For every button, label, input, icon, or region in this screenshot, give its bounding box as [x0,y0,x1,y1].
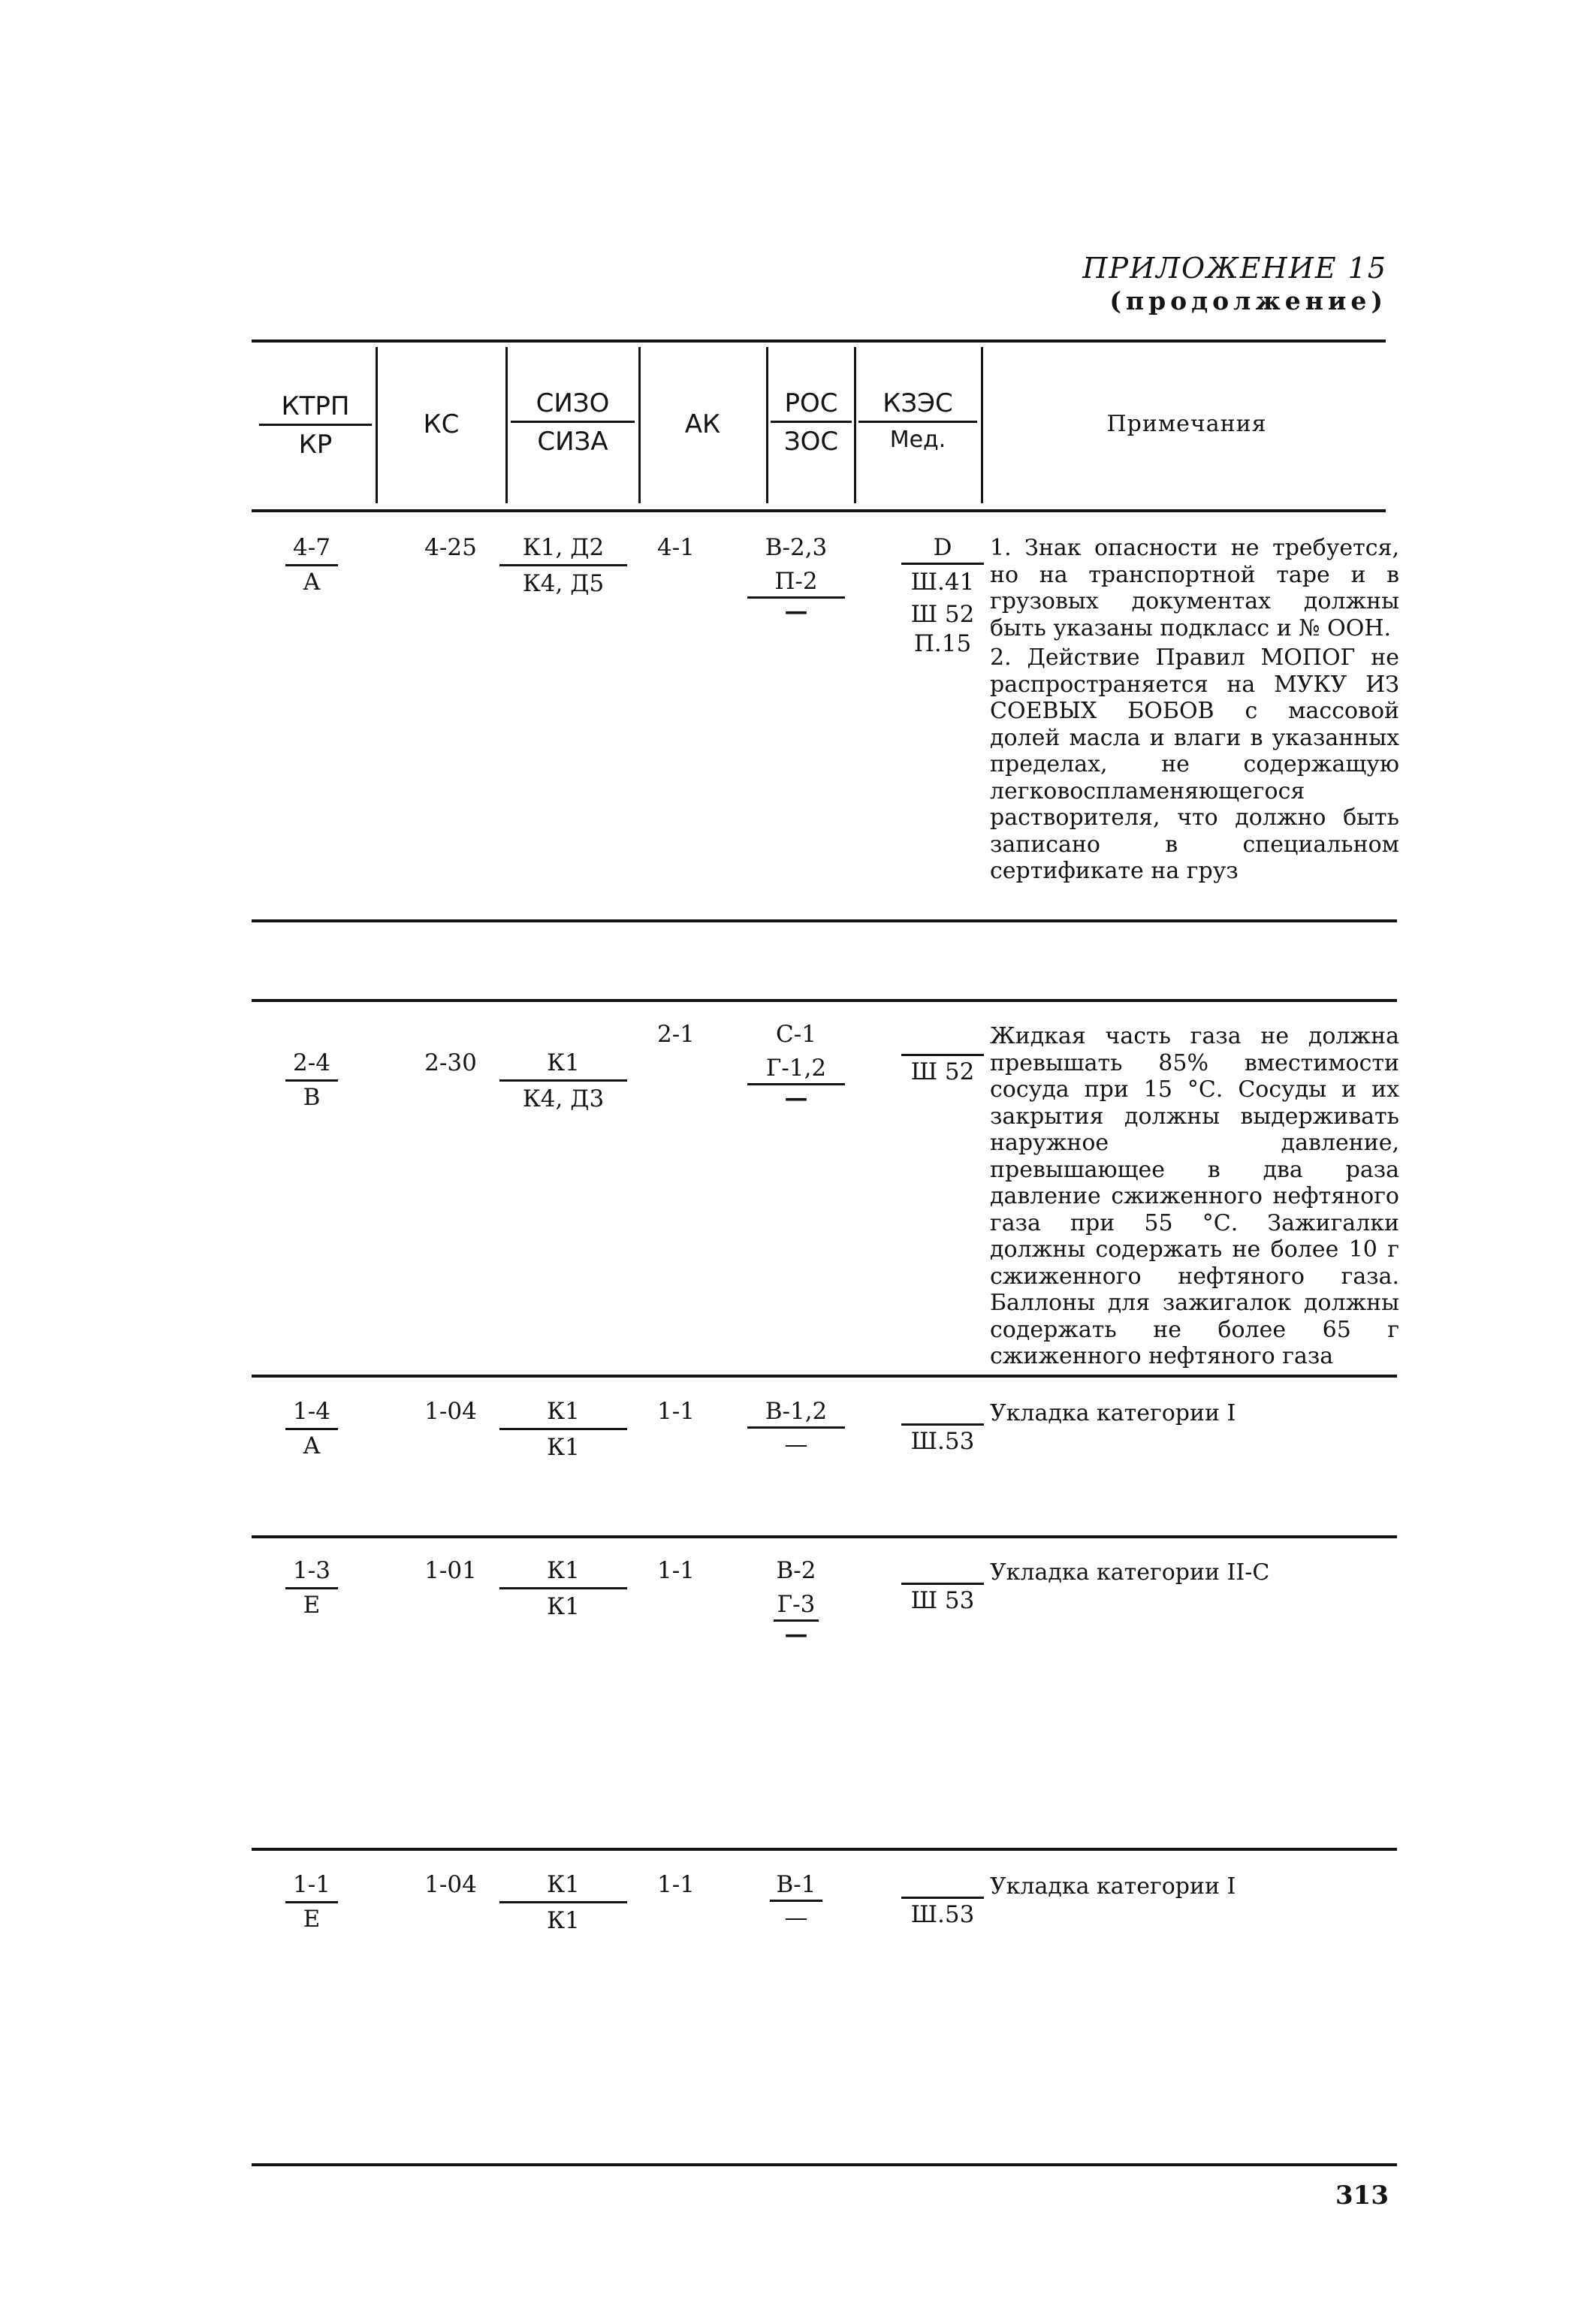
row3-zos: — [784,1431,808,1458]
header-kr: КР [259,424,372,457]
row4-ros-mid: Г-3 [774,1593,819,1622]
row1-kzes-line1: Ш.41 [910,569,975,596]
row1-ktrp-kr [285,536,338,594]
row5-ktrp-kr [285,1873,338,1931]
row3-ks: 1-04 [424,1398,477,1425]
header-kzes: КЗЭС [883,388,953,418]
row2-ks: 2-30 [424,1049,477,1076]
row3-ktrp: 1-4 [293,1398,330,1425]
appendix-subtitle: (продолжение) [1109,286,1387,315]
row2-kzes-top [901,1031,984,1056]
row3-note-1: Укладка категории I [990,1400,1236,1426]
row5-kzes [901,1873,984,1927]
row4-ros [747,1559,845,1646]
header-ros-zos [771,388,852,457]
row4-ros-top: В-2 [776,1557,816,1584]
row3-notes [990,1400,1399,1427]
row1-note-1: 1. Знак опасности не требуется, но на транспортной таре и в грузовых документах должны быть указаны подкласс и № ООН. [990,535,1399,641]
row1-sizo: К1, Д2 [522,534,605,561]
row2-ros-mid: Г-1,2 [747,1057,845,1085]
header-divider-4 [766,347,768,503]
appendix-title: ПРИЛОЖЕНИЕ 15 [1082,252,1387,285]
row5-kzes-line1: Ш.53 [910,1901,975,1928]
row1-ros-mid: П-2 [747,570,845,599]
row2-kzes [901,1031,984,1084]
row2-ktrp: 2-4 [293,1049,330,1076]
row1-kzes-line2: Ш 52 [910,601,975,628]
row3-kr: А [285,1428,338,1458]
row4-kr: Е [285,1587,338,1617]
row2-ros [747,1023,845,1110]
row4-siza: К1 [499,1587,627,1619]
row3-ros [747,1400,845,1456]
row1-bottom-rule [252,919,1397,922]
row1-notes [990,535,1399,885]
header-bottom-rule [252,509,1386,512]
row3-kzes-line1: Ш.53 [910,1428,975,1455]
row3-ros-top: В-1,2 [747,1400,845,1429]
header-sizo-siza [511,388,635,457]
header-ak: АК [684,409,721,439]
header-siza: СИЗА [511,421,635,454]
row4-ktrp-kr [285,1559,338,1617]
row3-bottom-rule [252,1535,1397,1538]
row1-ros [747,536,845,623]
appendix-heading [1082,254,1387,313]
row2-notes [990,1023,1399,1370]
row5-ak: 1-1 [657,1871,695,1898]
row2-sizo-siza [499,1049,627,1112]
header-divider-3 [638,347,641,503]
row4-sizo: К1 [547,1557,580,1584]
header-divider-6 [981,347,983,503]
row1-kzes-top: D [901,536,984,565]
row3-kzes-top [901,1400,984,1426]
row4-note-1: Укладка категории II-С [990,1559,1270,1586]
header-divider-2 [505,347,508,503]
row2-ktrp-kr [285,1049,338,1111]
row5-kr: Е [285,1901,338,1931]
row5-ros-top: В-1 [770,1873,822,1902]
row4-kzes [901,1559,984,1613]
row5-sizo: К1 [547,1871,580,1898]
header-divider-5 [854,347,856,503]
row3-kzes [901,1400,984,1453]
row4-bottom-rule [252,1848,1397,1851]
row5-notes [990,1873,1399,1900]
row1-zos: — [784,598,808,625]
row1-siza: К4, Д5 [499,564,627,596]
header-top-rule [252,340,1386,343]
row2-ros-top: С-1 [776,1021,816,1048]
row1-sizo-siza [499,536,627,596]
header-ktrp-kr [259,391,372,460]
row3-sizo-siza [499,1400,627,1459]
row3-ktrp-kr [285,1400,338,1458]
row1-ks: 4-25 [424,534,477,561]
row2-sizo: К1 [547,1049,580,1076]
page-number: 313 [1335,2181,1389,2211]
row4-ks: 1-01 [424,1557,477,1584]
row5-ks: 1-04 [424,1871,477,1898]
header-ks: КС [423,409,460,439]
row5-siza: К1 [499,1901,627,1933]
header-sizo: СИЗО [536,388,610,418]
header-kzes-med [858,388,977,453]
row1-kzes-line3: П.15 [913,630,972,657]
row2-kzes-line1: Ш 52 [910,1058,975,1085]
row4-zos: — [784,1621,808,1648]
header-divider-1 [376,347,378,503]
row1-kr: А [285,564,338,594]
header-ros: РОС [784,388,838,418]
row1-ak: 4-1 [657,534,695,561]
row2-top-rule [252,999,1397,1002]
row4-kzes-top [901,1559,984,1585]
header-notes: Примечания [1106,411,1267,437]
header-zos: ЗОС [771,421,852,454]
row5-sizo-siza [499,1873,627,1933]
row5-ktrp: 1-1 [293,1871,330,1898]
row1-note-2: 2. Действие Правил МОПОГ не распространяется на МУКУ ИЗ СОЕВЫХ БОБОВ с массовой долей масла и влаги в указанных пределах, не содержащую легковоспламеняющегося растворителя, что должно быть записано в специальном сертификате на груз [990,644,1399,884]
row1-ros-top: В-2,3 [765,534,828,561]
row3-siza: К1 [499,1428,627,1459]
row1-kzes [901,536,984,656]
row2-note-1: Жидкая часть газа не должна превышать 85% вместимости сосуда при 15 °С. Сосуды и их закрытия должны выдерживать наружное давление, превышающее в два раза давление сжиженного нефтяного газа при 55 °С. Зажигалки должны содержать не более 10 г сжиженного нефтяного газа. Баллоны для зажигалок должны содержать не более 65 г сжиженного нефтяного газа [990,1023,1399,1369]
row4-notes [990,1559,1399,1586]
row5-zos: — [784,1904,808,1931]
row1-ktrp: 4-7 [293,534,330,561]
row4-sizo-siza [499,1559,627,1619]
row4-ktrp: 1-3 [293,1557,330,1584]
header-med: Мед. [858,421,977,451]
row2-siza: К4, Д3 [499,1079,627,1111]
row3-sizo: К1 [547,1398,580,1425]
row5-kzes-top [901,1873,984,1899]
header-ktrp: КТРП [281,391,350,421]
row5-ros [747,1873,845,1930]
row3-ak: 1-1 [657,1398,695,1425]
row4-ak: 1-1 [657,1557,695,1584]
row4-kzes-line1: Ш 53 [910,1587,975,1614]
row2-ak: 2-1 [657,1021,695,1048]
footer-rule [252,2163,1397,2166]
row2-bottom-rule [252,1375,1397,1378]
row2-kr: В [285,1079,338,1109]
row2-zos: — [784,1085,808,1112]
row5-note-1: Укладка категории I [990,1873,1236,1900]
